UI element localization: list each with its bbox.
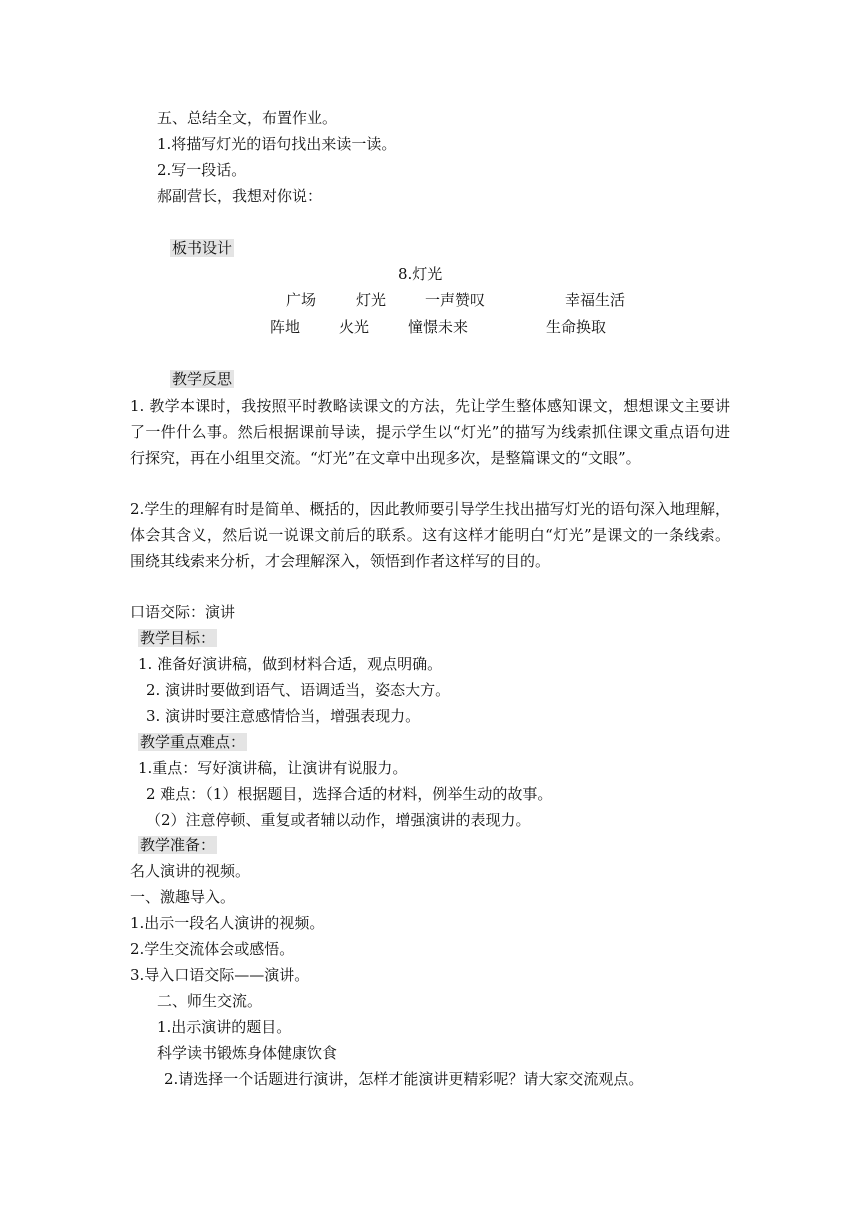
preparation-text: 名人演讲的视频。: [130, 862, 251, 880]
exchange-item-2: 2.请选择一个话题进行演讲，怎样才能演讲更精彩呢？请大家交流观点。: [164, 1070, 644, 1088]
board-row1-cell: 灯光: [356, 291, 387, 309]
key-point-1: 1.重点：写好演讲稿，让演讲有说服力。: [138, 759, 408, 777]
board-row2-cell: 憧憬未来: [408, 318, 469, 336]
reflection-paragraph-1: 1. 教学本课时，我按照平时教略读课文的方法，先让学生整体感知课文，想想课文主要讲了一件什么事。然后根据课前导读，提示学生以“灯光”的描写为线索抓住课文重点语句进行探究，再在小组里交流。“灯光”在文章中出现多次，是整篇课文的“文眼”。: [130, 397, 730, 467]
key-point-3: （2）注意停顿、重复或者辅以动作，增强演讲的表现力。: [146, 811, 531, 829]
intro-item-2: 2.学生交流体会或感悟。: [130, 940, 295, 958]
speech-topics: 科学读书锻炼身体健康饮食: [157, 1044, 338, 1062]
goal-item-2: 2. 演讲时要做到语气、语调适当，姿态大方。: [146, 681, 451, 699]
preparation-label: 教学准备：: [140, 836, 216, 854]
key-point-2: 2 难点：（1）根据题目，选择合适的材料，例举生动的故事。: [146, 785, 553, 803]
intro-item-1: 1.出示一段名人演讲的视频。: [130, 914, 325, 932]
section-heading-intro: 一、激趣导入。: [130, 888, 236, 906]
board-row2-cell: 生命换取: [546, 318, 607, 336]
section-heading-exchange: 二、师生交流。: [157, 992, 263, 1010]
reflection-paragraph-2: 2.学生的理解有时是简单、概括的，因此教师要引导学生找出描写灯光的语句深入地理解，体会其含义，然后说一说课文前后的联系。这有这样才能明白“灯光”是课文的一条线索。围绕其线索来分析，才会理解深入，领悟到作者这样写的目的。: [130, 500, 730, 570]
reflection-label: 教学反思: [172, 370, 233, 388]
oral-communication-title: 口语交际：演讲: [130, 603, 236, 621]
board-row2-cell: 阵地: [270, 318, 301, 336]
board-row1-cell: 幸福生活: [565, 291, 626, 309]
teaching-goals-label: 教学目标：: [140, 629, 216, 647]
section-heading-summary: 五、总结全文，布置作业。: [157, 109, 338, 127]
homework-item-1: 1.将描写灯光的语句找出来读一读。: [157, 135, 397, 153]
homework-item-2: 2.写一段话。: [157, 161, 247, 179]
key-points-label: 教学重点难点：: [140, 733, 246, 751]
writing-prompt: 郝副营长，我想对你说：: [157, 187, 323, 205]
intro-item-3: 3.导入口语交际——演讲。: [130, 966, 310, 984]
exchange-item-1: 1.出示演讲的题目。: [157, 1018, 292, 1036]
board-row2-cell: 火光: [339, 318, 370, 336]
board-row1-cell: 一声赞叹: [425, 291, 486, 309]
board-title: 8.灯光: [398, 265, 443, 283]
goal-item-1: 1. 准备好演讲稿，做到材料合适，观点明确。: [138, 655, 443, 673]
goal-item-3: 3. 演讲时要注意感情恰当，增强表现力。: [146, 707, 421, 725]
board-row1-cell: 广场: [286, 291, 317, 309]
board-design-label: 板书设计: [172, 239, 233, 257]
